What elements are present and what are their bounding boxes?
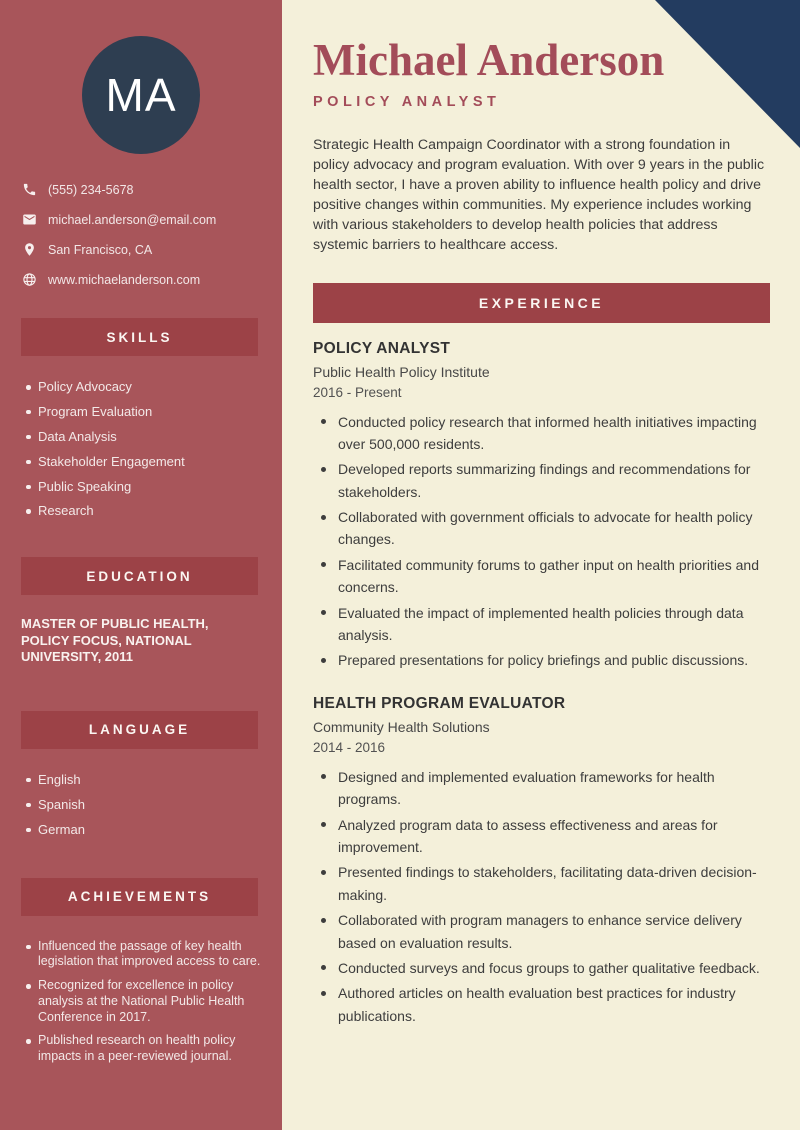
job-entry-health-program-evaluator (313, 695, 770, 1027)
phone-icon (22, 182, 37, 197)
skill-item: Stakeholder Engagement (26, 454, 262, 471)
education-header-label: EDUCATION (86, 568, 193, 584)
skill-item: Policy Advocacy (26, 379, 262, 396)
job-bullet-list (321, 411, 770, 672)
language-item: Spanish (26, 797, 262, 814)
achievements-header (21, 878, 258, 916)
job-bullet: Analyzed program data to assess effectiveness and areas for improvement. (321, 814, 770, 859)
achievements-list (26, 939, 262, 1065)
job-bullet: Conducted surveys and focus groups to gather qualitative feedback. (321, 957, 770, 979)
experience-section-header (313, 283, 770, 323)
avatar (82, 36, 200, 154)
job-company: Public Health Policy Institute (313, 363, 490, 380)
job-bullet: Prepared presentations for policy briefings and public discussions. (321, 649, 770, 671)
achievements-header-label: ACHIEVEMENTS (67, 889, 212, 905)
contact-email-text[interactable]: michael.anderson@email.com (48, 212, 217, 227)
skill-item: Public Speaking (26, 479, 262, 496)
contact-section (22, 182, 282, 287)
job-bullet: Designed and implemented evaluation frameworks for health programs. (321, 766, 770, 811)
job-bullet: Collaborated with program managers to enhance service delivery based on evaluation results. (321, 909, 770, 954)
avatar-initials: MA (105, 69, 177, 121)
job-bullet: Presented findings to stakeholders, facilitating data-driven decision-making. (321, 861, 770, 906)
page-title: Michael Anderson (313, 35, 665, 85)
experience-header-label: EXPERIENCE (478, 294, 605, 311)
job-bullet-list (321, 766, 770, 1027)
globe-icon (22, 272, 37, 287)
skills-list (26, 379, 262, 520)
achievement-item: Published research on health policy impacts in a peer-reviewed journal. (26, 1033, 262, 1065)
job-entry-policy-analyst (313, 340, 770, 672)
education-header (21, 557, 258, 595)
skill-item: Program Evaluation (26, 404, 262, 421)
job-dates: 2014 - 2016 (313, 739, 386, 755)
job-bullet: Authored articles on health evaluation best practices for industry publications. (321, 982, 770, 1027)
job-role-subtitle: POLICY ANALYST (313, 93, 501, 110)
job-bullet: Conducted policy research that informed health initiatives impacting over 500,000 residents. (321, 411, 770, 456)
job-bullet: Evaluated the impact of implemented health policies through data analysis. (321, 602, 770, 647)
job-title: HEALTH PROGRAM EVALUATOR (313, 694, 566, 712)
job-dates: 2016 - Present (313, 384, 402, 400)
skills-header (21, 318, 258, 356)
language-header (21, 711, 258, 749)
language-item: English (26, 772, 262, 789)
email-icon (22, 212, 37, 227)
contact-email[interactable] (22, 212, 282, 227)
language-item: German (26, 822, 262, 839)
main-content (282, 0, 800, 1130)
contact-phone (22, 182, 282, 197)
contact-website-text[interactable]: www.michaelanderson.com (48, 272, 201, 287)
skill-item: Research (26, 503, 262, 520)
job-company: Community Health Solutions (313, 718, 490, 735)
contact-website[interactable] (22, 272, 282, 287)
skills-header-label: SKILLS (106, 329, 173, 345)
language-list (26, 772, 262, 839)
job-bullet: Collaborated with government officials to advocate for health policy changes. (321, 506, 770, 551)
contact-phone-text: (555) 234-5678 (48, 182, 134, 197)
skill-item: Data Analysis (26, 429, 262, 446)
achievement-item: Recognized for excellence in policy analysis at the National Public Health Conference in 2017. (26, 978, 262, 1025)
contact-location (22, 242, 282, 257)
education-degree: MASTER OF PUBLIC HEALTH, POLICY FOCUS, NATIONAL UNIVERSITY, 2011 (21, 616, 209, 665)
summary-paragraph: Strategic Health Campaign Coordinator with a strong foundation in policy advocacy and program evaluation. With over 9 years in the public health sector, I have a proven ability to influence health policy and drive positive changes within communities. My experience includes working with various stakeholders to develop health policies that address systemic barriers to healthcare access. (313, 136, 765, 254)
location-icon (22, 242, 37, 257)
achievement-item: Influenced the passage of key health legislation that improved access to care. (26, 939, 262, 971)
contact-location-text: San Francisco, CA (48, 242, 153, 257)
job-bullet: Facilitated community forums to gather input on health priorities and concerns. (321, 554, 770, 599)
sidebar (0, 0, 282, 1130)
job-title: POLICY ANALYST (313, 339, 451, 357)
job-bullet: Developed reports summarizing findings and recommendations for stakeholders. (321, 458, 770, 503)
language-header-label: LANGUAGE (88, 722, 191, 738)
